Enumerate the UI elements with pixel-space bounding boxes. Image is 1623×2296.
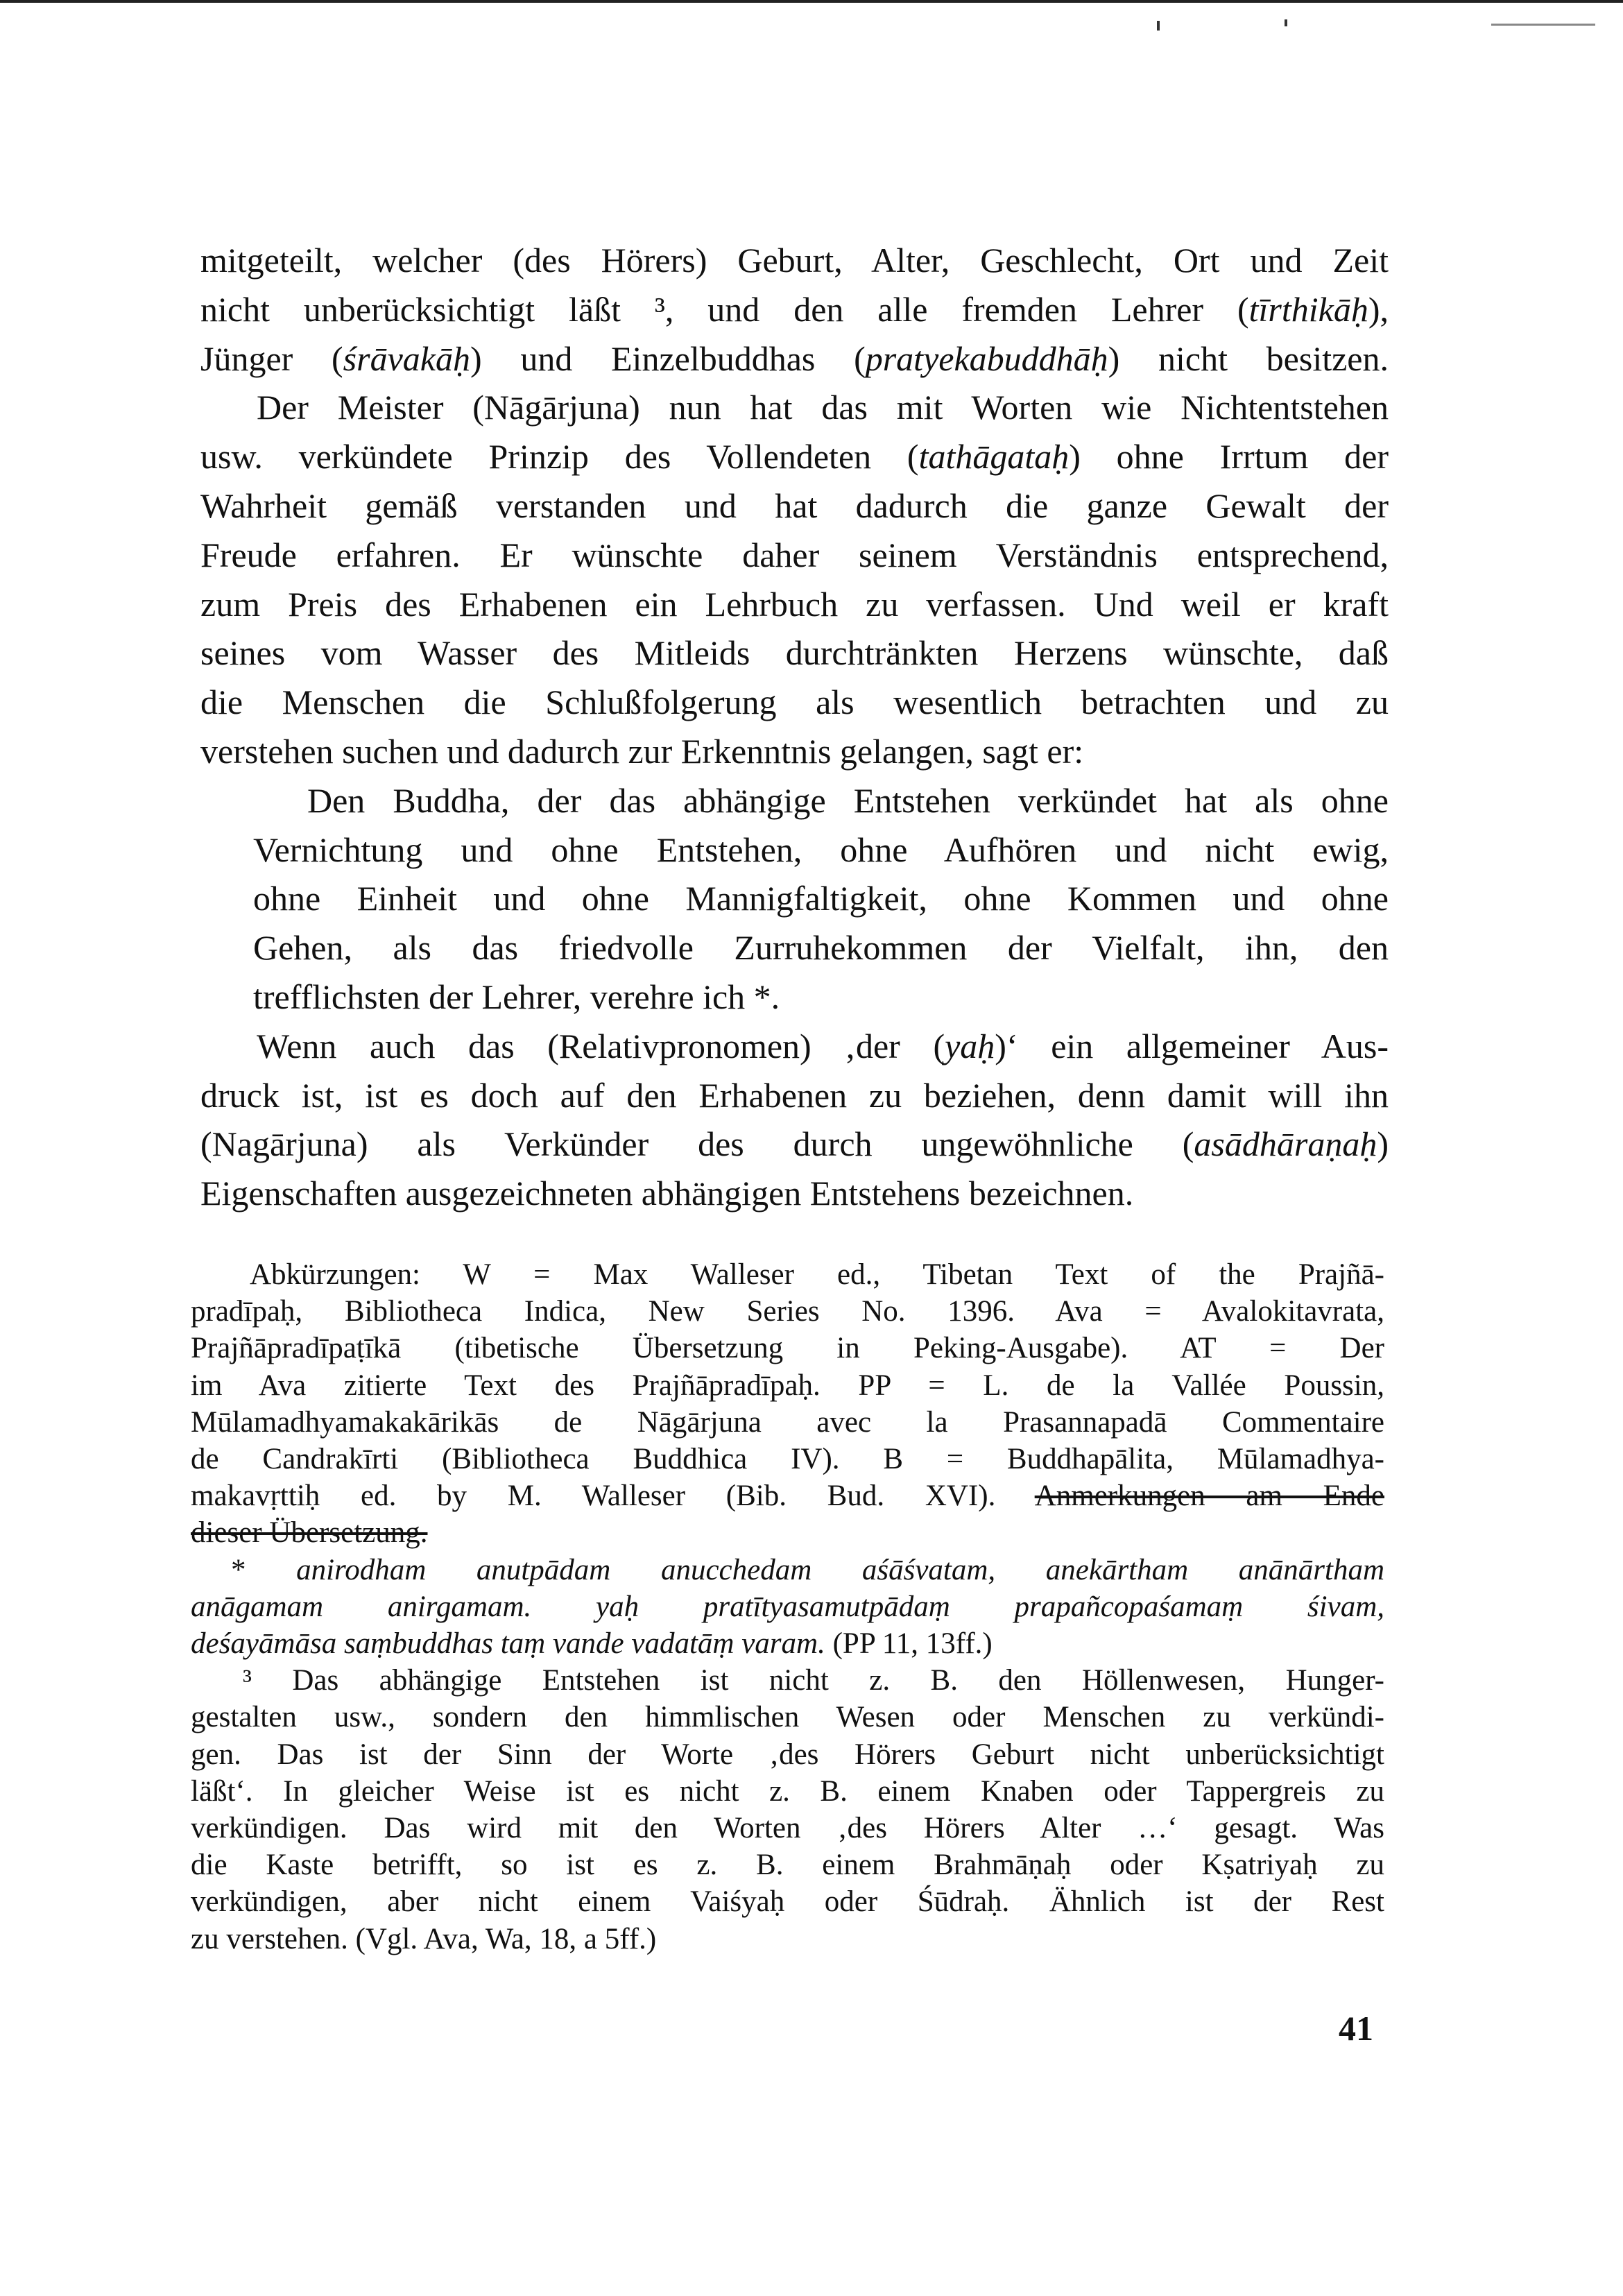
text-segment: trefflichsten der Lehrer, verehre ich *. bbox=[253, 977, 780, 1016]
text-segment: nicht unberücksichtigt läßt ³, und den alle fremden Lehrer ( bbox=[200, 289, 1249, 329]
text-segment: ) nicht besitzen. bbox=[1108, 339, 1389, 378]
text-segment: (PP 11, 13ff.) bbox=[825, 1627, 993, 1660]
text-segment: de Candrakīrti (Bibliotheca Buddhica IV). B = Buddhapālita, Mūlamadhya- bbox=[191, 1443, 1384, 1475]
footnote-line bbox=[191, 1405, 1384, 1441]
footnote-line bbox=[191, 1737, 1384, 1773]
text-segment: Jünger ( bbox=[200, 339, 343, 378]
footnote-line bbox=[243, 1663, 1384, 1699]
footnote-line bbox=[191, 1589, 1384, 1625]
footnote-line bbox=[191, 1441, 1384, 1477]
footnote-line bbox=[191, 1699, 1384, 1736]
scan-speck bbox=[1157, 21, 1160, 31]
text-line bbox=[200, 483, 1389, 529]
text-line bbox=[200, 237, 1389, 283]
text-segment: Wenn auch das (Relativpronomen) ‚der ( bbox=[257, 1026, 945, 1065]
footnote-line bbox=[191, 1774, 1384, 1810]
text-line bbox=[200, 286, 1389, 332]
text-segment: ohne Einheit und ohne Mannigfaltigkeit, ohne Kommen und ohne bbox=[253, 879, 1389, 918]
text-line bbox=[253, 925, 1389, 970]
footnote-line bbox=[191, 1368, 1384, 1404]
text-line bbox=[200, 532, 1389, 578]
italic-term: anirodham anutpādam anucchedam aśāśvatam, anekārtham anānārtham bbox=[296, 1553, 1384, 1586]
text-line bbox=[200, 1170, 1389, 1216]
footnote-line bbox=[191, 1330, 1384, 1367]
text-segment: Der Meister (Nāgārjuna) nun hat das mit Worten wie Nichtentstehen bbox=[257, 388, 1389, 427]
text-line bbox=[200, 679, 1389, 725]
footnote-line bbox=[191, 1478, 1384, 1514]
text-line bbox=[253, 827, 1389, 873]
page-top-edge bbox=[0, 0, 1623, 3]
text-segment: Eigenschaften ausgezeichneten abhängigen Entstehens bezeichnen. bbox=[200, 1174, 1134, 1213]
text-segment: usw. verkündete Prinzip des Vollendeten ( bbox=[200, 437, 919, 477]
text-segment: läßt‘. In gleicher Weise ist es nicht z. B. einem Knaben oder Tappergreis zu bbox=[191, 1774, 1384, 1808]
footnote-line bbox=[191, 1921, 1384, 1957]
text-segment: ) ohne Irrtum der bbox=[1069, 437, 1389, 477]
text-segment: seines vom Wasser des Mitleids durchtränkten Herzens wünschte, daß bbox=[200, 633, 1389, 673]
scan-speck bbox=[1285, 19, 1287, 26]
footnote-line bbox=[191, 1884, 1384, 1920]
italic-term: tīrthikāḥ bbox=[1248, 289, 1368, 329]
text-segment: pradīpaḥ, Bibliotheca Indica, New Series No. 1396. Ava = Avalokitavrata, bbox=[191, 1295, 1384, 1328]
text-segment: verkündigen, aber nicht einem Vaiśyaḥ oder Śūdraḥ. Ähnlich ist der Rest bbox=[191, 1885, 1384, 1919]
text-segment: * bbox=[231, 1553, 297, 1586]
text-segment: gestalten usw., sondern den himmlischen Wesen oder Menschen zu verkündi- bbox=[191, 1701, 1384, 1734]
text-segment: makavṛttiḥ ed. by M. Walleser (Bib. Bud. XVI). bbox=[191, 1480, 1035, 1513]
footnote-line bbox=[191, 1810, 1384, 1847]
text-line bbox=[200, 728, 1389, 774]
text-segment: verkündigen. Das wird mit den Worten ‚des Hörers Alter …‘ gesagt. Was bbox=[191, 1812, 1384, 1844]
text-segment: Gehen, als das friedvolle Zurruhekommen der Vielfalt, ihn, den bbox=[253, 928, 1389, 968]
text-segment: Wahrheit gemäß verstanden und hat dadurch die ganze Gewalt der bbox=[200, 486, 1389, 525]
italic-term: anāgamam anirgamam. yaḥ pratītyasamutpādaṃ prapañcopaśamaṃ śivam, bbox=[191, 1590, 1384, 1623]
struck-text: dieser Übersetzung. bbox=[191, 1516, 428, 1550]
text-segment: Vernichtung und ohne Entstehen, ohne Aufhören und nicht ewig, bbox=[253, 830, 1389, 869]
page-number: 41 bbox=[1339, 2009, 1373, 2048]
text-segment: zu verstehen. (Vgl. Ava, Wa, 18, a 5ff.) bbox=[191, 1922, 657, 1955]
scan-edge-mark bbox=[1491, 24, 1595, 26]
italic-term: asādhāraṇaḥ bbox=[1194, 1124, 1377, 1164]
text-line bbox=[200, 581, 1389, 627]
footnote-line bbox=[191, 1626, 1384, 1662]
text-segment: im Ava zitierte Text des Prajñāpradīpaḥ. PP = L. de la Vallée Poussin, bbox=[191, 1369, 1384, 1402]
text-segment: ) und Einzelbuddhas ( bbox=[470, 339, 866, 378]
italic-term: tathāgataḥ bbox=[918, 437, 1070, 477]
text-segment: Abkürzungen: W = Max Walleser ed., Tibetan Text of the Prajñā- bbox=[250, 1258, 1384, 1291]
text-segment: Prajñāpradīpaṭīkā (tibetische Übersetzung in Peking-Ausgabe). AT = Der bbox=[191, 1332, 1384, 1365]
text-segment: )‘ ein allgemeiner Aus- bbox=[995, 1026, 1389, 1065]
text-segment: ) bbox=[1377, 1124, 1389, 1164]
text-segment: gen. Das ist der Sinn der Worte ‚des Hörers Geburt nicht unberücksichtigt bbox=[191, 1738, 1384, 1771]
text-segment: die Menschen die Schlußfolgerung als wesentlich betrachten und zu bbox=[200, 683, 1389, 722]
text-segment: (Nagārjuna) als Verkünder des durch ungewöhnliche ( bbox=[200, 1124, 1194, 1164]
text-line bbox=[200, 1121, 1389, 1167]
footnote-line bbox=[250, 1257, 1384, 1293]
text-segment: druck ist, ist es doch auf den Erhabenen zu beziehen, denn damit will ihn bbox=[200, 1075, 1389, 1115]
footnote-line bbox=[191, 1515, 1384, 1551]
italic-term: pratyekabuddhāḥ bbox=[865, 339, 1108, 378]
text-segment: ³ Das abhängige Entstehen ist nicht z. B. den Höllenwesen, Hunger- bbox=[243, 1664, 1384, 1697]
italic-term: śrāvakāḥ bbox=[343, 339, 470, 378]
text-line bbox=[307, 778, 1389, 823]
text-segment: zum Preis des Erhabenen ein Lehrbuch zu verfassen. Und weil er kraft bbox=[200, 584, 1389, 624]
text-segment: ), bbox=[1368, 289, 1389, 329]
text-line bbox=[200, 1072, 1389, 1118]
text-segment: die Kaste betrifft, so ist es z. B. einem Brahmāṇaḥ oder Kṣatriyaḥ zu bbox=[191, 1849, 1384, 1882]
text-segment: mitgeteilt, welcher (des Hörers) Geburt, Alter, Geschlecht, Ort und Zeit bbox=[200, 241, 1389, 280]
footnote-line bbox=[191, 1847, 1384, 1883]
footnote-line bbox=[231, 1552, 1384, 1588]
text-line bbox=[200, 336, 1389, 382]
text-segment: Freude erfahren. Er wünschte daher seinem Verständnis entsprechend, bbox=[200, 535, 1389, 574]
text-line bbox=[200, 434, 1389, 479]
text-segment: verstehen suchen und dadurch zur Erkenntnis gelangen, sagt er: bbox=[200, 732, 1084, 771]
text-line bbox=[253, 974, 1389, 1020]
italic-term: yaḥ bbox=[945, 1026, 995, 1065]
text-segment: Den Buddha, der das abhängige Entstehen verkündet hat als ohne bbox=[307, 780, 1389, 820]
struck-text: Anmerkungen am Ende bbox=[1034, 1480, 1384, 1513]
text-line bbox=[200, 630, 1389, 676]
italic-term: deśayāmāsa saṃbuddhas taṃ vande vadatāṃ varam. bbox=[191, 1627, 825, 1660]
text-segment: Mūlamadhyamakakārikās de Nāgārjuna avec la Prasannapadā Commentaire bbox=[191, 1405, 1384, 1439]
text-line bbox=[253, 875, 1389, 921]
footnote-line bbox=[191, 1294, 1384, 1330]
text-line bbox=[257, 384, 1389, 430]
text-line bbox=[257, 1023, 1389, 1069]
